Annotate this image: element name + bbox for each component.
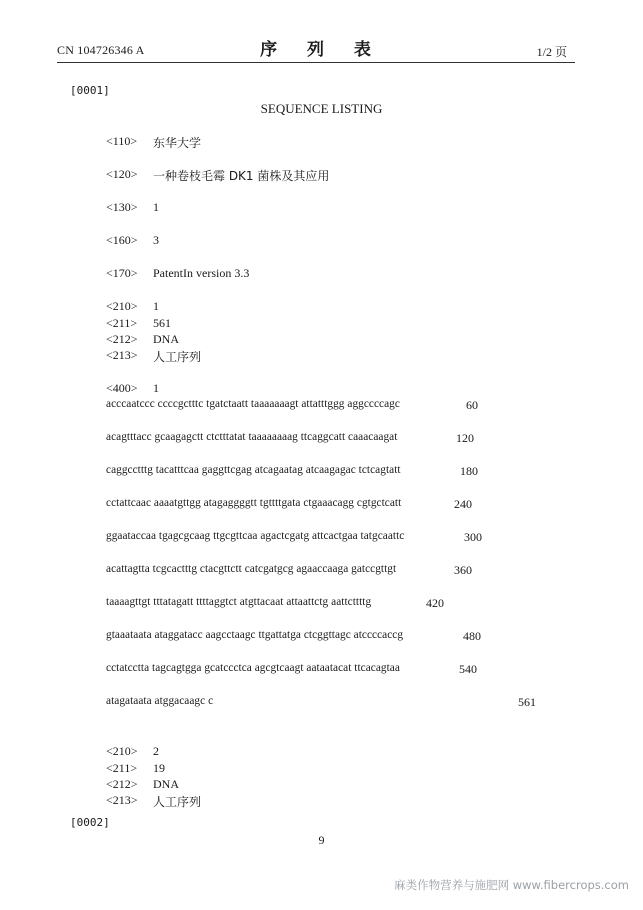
header-divider bbox=[57, 62, 575, 63]
paragraph-number: [0002] bbox=[70, 816, 110, 829]
sequence-position: 420 bbox=[426, 596, 444, 610]
seq2-tag: <211> bbox=[106, 761, 138, 775]
seq1-tag: <211> bbox=[106, 316, 138, 330]
sequence-line: caggcctttg tacatttcaa gaggttcgag atcagaatag atcaagagac tctcagtatt bbox=[106, 464, 401, 476]
sequence-line: ggaataccaa tgagcgcaag ttgcgttcaa agactcgatg attcactgaa tatgcaattc bbox=[106, 530, 405, 542]
page-title: 序 列 表 bbox=[260, 40, 383, 60]
sequence-position: 561 bbox=[518, 695, 536, 709]
sequence-line: cctatcctta tagcagtgga gcatccctca agcgtcaagt aataatacat ttcacagtaa bbox=[106, 662, 400, 674]
field-tag: <120> bbox=[106, 167, 138, 181]
sequence-line: cctattcaac aaaatgttgg atagaggggtt tgttttgata ctgaaacagg cgtgctcatt bbox=[106, 497, 402, 509]
seq1-tag: <213> bbox=[106, 348, 138, 362]
sequence-line: acagtttacc gcaagagctt ctctttatat taaaaaaaag ttcaggcatt caaacaagat bbox=[106, 431, 398, 443]
sequence-position: 480 bbox=[463, 629, 481, 643]
field-tag: <130> bbox=[106, 200, 138, 214]
seq2-tag: <210> bbox=[106, 744, 138, 758]
sequence-position: 120 bbox=[456, 431, 474, 445]
seq1-tag: <212> bbox=[106, 332, 138, 346]
field-value-software: PatentIn version 3.3 bbox=[153, 266, 250, 280]
seq2-length: 19 bbox=[153, 761, 165, 775]
sequence-line: acccaatccc ccccgctttc tgatctaatt taaaaaaagt attatttggg aggccccagc bbox=[106, 398, 400, 410]
seq1-tag: <210> bbox=[106, 299, 138, 313]
sequence-line: taaaagttgt tttatagatt ttttaggtct atgttacaat attaattctg aattcttttg bbox=[106, 596, 372, 608]
field-value-invention-title: 一种卷枝毛霉 DK1 菌株及其应用 bbox=[153, 169, 330, 183]
sequence-position: 180 bbox=[460, 464, 478, 478]
seq1-id: 1 bbox=[153, 299, 159, 313]
sequence-position: 540 bbox=[459, 662, 477, 676]
field-tag: <110> bbox=[106, 134, 138, 148]
seq2-tag: <213> bbox=[106, 793, 138, 807]
sequence-line: gtaaataata ataggatacc aagcctaagc ttgattatga ctcggttagc atccccaccg bbox=[106, 629, 404, 641]
field-value-sequence-count: 3 bbox=[153, 233, 159, 247]
paragraph-number: [0001] bbox=[70, 84, 110, 97]
sequence-listing-title: SEQUENCE LISTING bbox=[260, 101, 383, 116]
field-tag: <160> bbox=[106, 233, 138, 247]
seq1-sequence-tag: <400> bbox=[106, 381, 138, 395]
sequence-line: acattagtta tcgcactttg ctacgttctt catcgatgcg agaaccaaga gatccgttgt bbox=[106, 563, 397, 575]
seq1-length: 561 bbox=[153, 316, 171, 330]
publication-number: CN 104726346 A bbox=[57, 43, 145, 57]
sequence-position: 360 bbox=[454, 563, 472, 577]
seq1-type: DNA bbox=[153, 332, 179, 346]
sequence-position: 300 bbox=[464, 530, 482, 544]
field-tag: <170> bbox=[106, 266, 138, 280]
sequence-position: 60 bbox=[466, 398, 478, 412]
seq2-type: DNA bbox=[153, 777, 179, 791]
watermark: 麻类作物营养与施肥网 www.fibercrops.com bbox=[394, 878, 629, 892]
field-value-reference: 1 bbox=[153, 200, 159, 214]
seq2-id: 2 bbox=[153, 744, 159, 758]
seq1-organism: 人工序列 bbox=[153, 350, 202, 364]
page-number: 9 bbox=[318, 833, 325, 847]
field-value-applicant: 东华大学 bbox=[153, 136, 202, 150]
page-indicator: 1/2 页 bbox=[536, 45, 567, 59]
seq1-sequence-id: 1 bbox=[153, 381, 159, 395]
sequence-line: atagataata atggacaagc c bbox=[106, 695, 214, 707]
sequence-position: 240 bbox=[454, 497, 472, 511]
seq2-organism: 人工序列 bbox=[153, 795, 202, 809]
seq2-tag: <212> bbox=[106, 777, 138, 791]
